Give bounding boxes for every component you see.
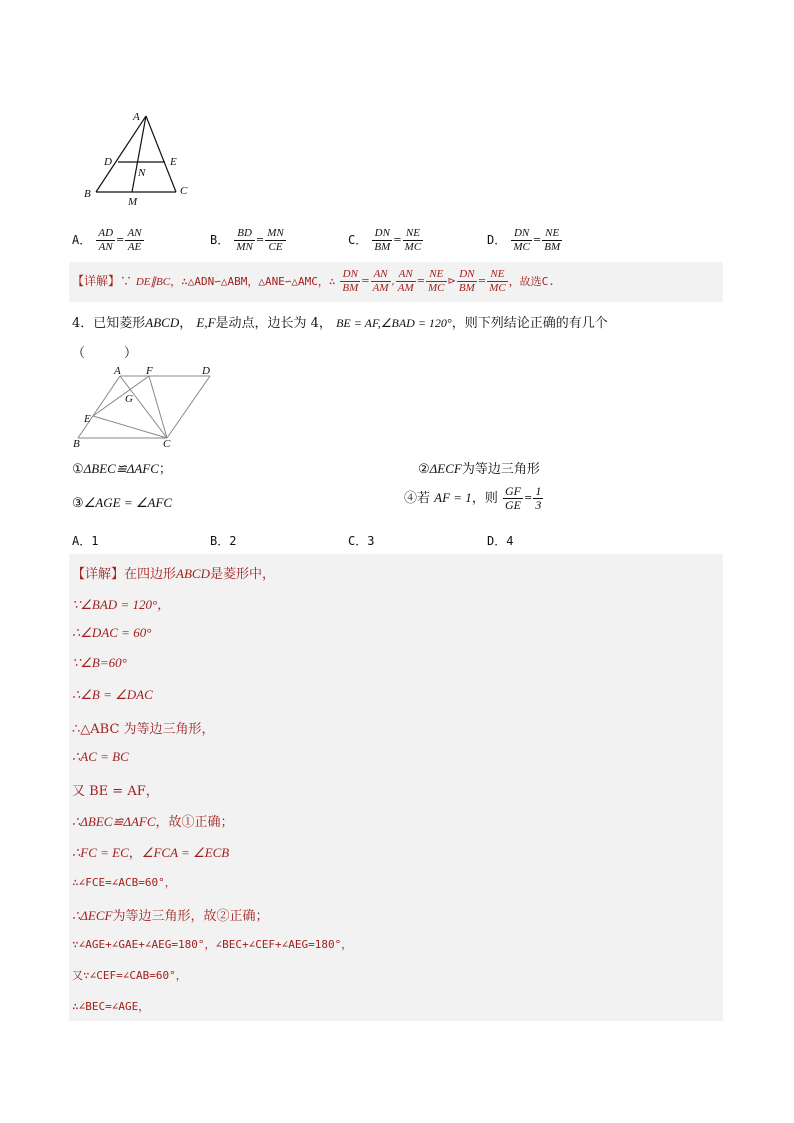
label-e: E [170,156,177,168]
q4-detail-line-11: ∴∠FCE=∠ACB=60°， [72,876,176,889]
fraction: $\frac{NE}{MC}$ [404,227,422,253]
choice-letter: C． [348,233,368,247]
q4-detail-line-15: ∴∠BEC=∠AGE， [72,1000,150,1013]
q4-detail-line-7: ∴AC = BC [72,749,129,764]
fraction: $\frac{NE}{BM}$ [544,227,561,253]
q4-detail-line-10: ∴FC = EC，∠FCA = ∠ECB [72,845,230,861]
q4-detail-line-12: ∴ΔECF为等边三角形，故②正确； [72,908,269,924]
statement-4: ④若 AF = 1，则 $\frac{GF}{GE}$ = $\frac{1}{3}$ [404,484,542,512]
q4-stem: 4．已知菱形ABCD， E,F是动点，边长为 4， BE = AF,∠BAD = 120°，则下列结论正确的有几个 [72,315,608,331]
q4-detail-line-13: ∵∠AGE+∠GAE+∠AEG=180°，∠BEC+∠CEF+∠AEG=180°， [72,938,353,951]
fraction: $\frac{DN}{BM}$ [458,268,475,294]
label-a: A [114,365,121,377]
q3-detail: 【详解】∵ DE∥BC，∴△ADN∽△ABM，△ANE∽△AMC，∴ $\frac{DN}{BM}$ = $\frac{AN}{AM}$ , $\frac{AN}{AM}$ = $\frac{NE}{MC}$ ⊳ $\frac{DN}{BM}$ = $\frac{NE}{MC}$ ，故选C. [72,268,555,294]
q4-detail-line-8: 又 BE = AF， [72,784,159,799]
label-g: G [125,393,133,405]
choice-d[interactable]: D． $\frac{DN}{MC}$ = $\frac{NE}{BM}$ [487,227,561,253]
fraction: $\frac{DN}{MC}$ [513,227,530,253]
fraction: $\frac{DN}{BM}$ [374,227,391,253]
rhombus-figure [70,364,220,450]
fraction: $\frac{NE}{MC}$ [428,268,445,294]
label-b: B [84,188,91,200]
fraction: $\frac{AN}{AM}$ [372,268,389,294]
label-n: N [138,167,146,179]
label-c: C [163,438,171,450]
choice-letter: D． [487,233,507,247]
fraction: $\frac{AN}{AE}$ [127,227,142,253]
q4-detail-line-5: ∴∠B = ∠DAC [72,687,153,702]
choice-c[interactable]: C． $\frac{DN}{BM}$ = $\frac{NE}{MC}$ [348,227,422,253]
fraction: $\frac{AD}{AN}$ [98,227,114,253]
fraction: $\frac{GF}{GE}$ [504,484,521,512]
q4-detail-line-6: ∴△ABC 为等边三角形， [72,722,215,737]
answer-paren: （ ） [72,346,138,361]
q4-detail-line-3: ∴∠DAC = 60° [72,625,152,640]
q4-choice-d[interactable]: D．4 [487,534,514,548]
fraction: $\frac{AN}{AM}$ [397,268,414,294]
label-c: C [180,185,188,197]
detail-tag: 【详解】 [72,567,125,582]
label-a: A [133,111,140,123]
choice-letter: B． [210,233,230,247]
fraction: $\frac{1}{3}$ [535,484,542,512]
q4-detail-line-1: 【详解】在四边形ABCD是菱形中， [72,566,275,582]
choice-letter: A． [72,233,92,247]
fraction: $\frac{NE}{MC}$ [489,268,506,294]
q4-detail-line-2: ∵∠BAD = 120°， [72,597,171,612]
fraction: $\frac{MN}{CE}$ [267,227,284,253]
fraction: $\frac{DN}{BM}$ [342,268,359,294]
q4-choice-b[interactable]: B．2 [210,534,237,548]
q4-detail-line-4: ∵∠B=60° [72,655,127,670]
label-f: F [146,365,153,377]
label-e: E [84,413,91,425]
choice-b[interactable]: B． $\frac{BD}{MN}$ = $\frac{MN}{CE}$ [210,227,284,253]
statement-2: ②ΔECF为等边三角形 [418,461,540,477]
q4-choice-c[interactable]: C．3 [348,534,375,548]
choice-a[interactable]: A． $\frac{AD}{AN}$ = $\frac{AN}{AE}$ [72,227,142,253]
q4-detail-line-9: ∴ΔBEC≌ΔAFC，故①正确； [72,814,234,830]
label-d: D [202,365,210,377]
fraction: $\frac{BD}{MN}$ [236,227,253,253]
statement-3: ③∠AGE = ∠AFC [72,495,173,511]
q4-choice-a[interactable]: A．1 [72,534,99,548]
label-b: B [73,438,80,450]
detail-tag: 【详解】 [72,274,121,288]
q4-detail-line-14: 又∵∠CEF=∠CAB=60°， [72,969,187,982]
triangle-figure [82,108,197,208]
label-d: D [104,156,112,168]
statement-1: ①ΔBEC≌ΔAFC； [72,461,172,477]
label-m: M [128,196,138,208]
